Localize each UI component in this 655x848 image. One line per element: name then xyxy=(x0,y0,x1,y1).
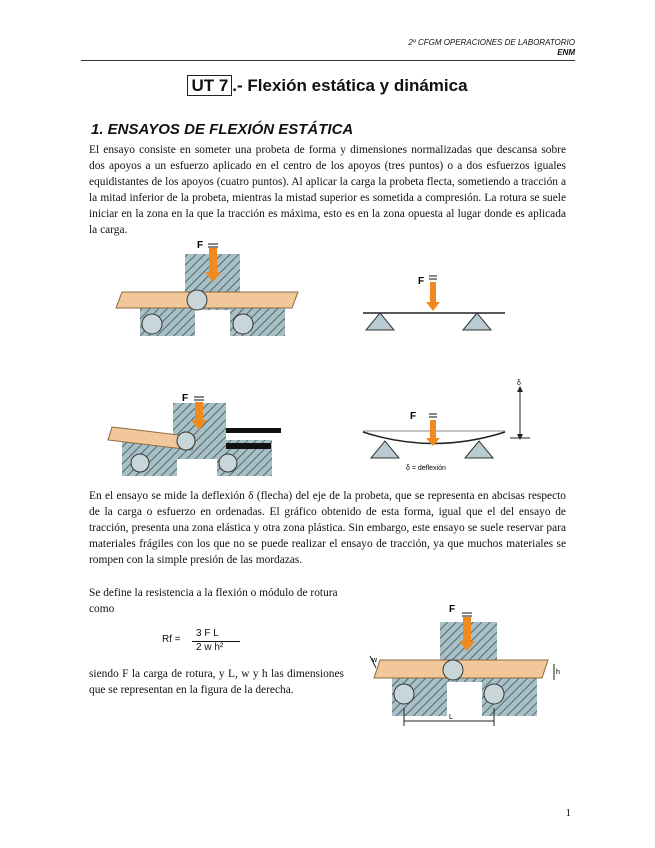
left-roller xyxy=(142,314,162,334)
specimen-right-top xyxy=(226,428,281,433)
specimen-right-bottom xyxy=(226,443,271,449)
load-roller xyxy=(443,660,463,680)
formula-denominator: 2 w h² xyxy=(196,642,224,653)
formula-lhs: Rf = xyxy=(162,634,181,645)
right-support-triangle xyxy=(465,441,493,458)
right-roller xyxy=(219,454,237,472)
left-support-triangle xyxy=(371,441,399,458)
left-support-triangle xyxy=(366,313,394,330)
title-text: .- Flexión estática y dinámica xyxy=(232,76,468,95)
bent-specimen-apparatus-figure xyxy=(108,393,281,476)
load-roller xyxy=(187,290,207,310)
right-roller xyxy=(233,314,253,334)
force-label: F xyxy=(197,240,204,251)
force-arrow xyxy=(426,414,440,446)
force-arrow xyxy=(426,276,440,311)
left-roller xyxy=(131,454,149,472)
simple-beam-figure xyxy=(363,276,505,330)
deflection-symbol: δ xyxy=(517,380,521,387)
height-label: h xyxy=(556,669,560,676)
variables-paragraph: siendo F la carga de rotura, y L, w y h las dimensiones que se representan en la figura de la derecha. xyxy=(89,668,344,696)
definition-paragraph: Se define la resistencia a la flexión o módulo de rotura como xyxy=(89,587,338,615)
intro-paragraph: El ensayo consiste en someter una probeta de forma y dimensiones normalizadas que descansa sobre dos apoyos a un esfuerzo aplicado en el centro de los apoyos (tres puntos) o a dos esfuerzos iguales equidistantes de los apoyos (cuatro puntos). Al aplicar la carga la probeta flecta, sometiendo a tracción a la mitad inferior de la probeta, mientras la mistad superior es sometida a compresión. La rotura se suele iniciar en la zona en la que la tracción es máxima, esto es en la zona opuesta al lugar donde es aplicada la carga. xyxy=(89,144,566,236)
formula-numerator: 3 F L xyxy=(196,628,219,639)
unit-number: UT 7 xyxy=(187,75,232,96)
force-label: F xyxy=(418,276,425,287)
force-label: F xyxy=(182,393,189,404)
section-heading: 1. ENSAYOS DE FLEXIÓN ESTÁTICA xyxy=(91,121,354,138)
right-support-triangle xyxy=(463,313,491,330)
deflection-caption: δ = deflexión xyxy=(406,465,446,472)
dimensioned-specimen-figure xyxy=(370,604,560,726)
width-label: w xyxy=(372,657,378,664)
length-label: L xyxy=(449,714,453,721)
force-label: F xyxy=(449,604,456,615)
deflection-schematic-figure xyxy=(363,380,530,472)
header-code: ENM xyxy=(557,48,575,57)
left-roller xyxy=(394,684,414,704)
deflection-paragraph: En el ensayo se mide la deflexión δ (flecha) del eje de la probeta, que se representa en abcisas respecto de la carga o esfuerzo en ordenadas. El gráfico obtenido de esta forma, igual que el del ensayo de tracción, presenta una zona elástica y otra zona plástica. Sin embargo, este ensayo se suele reservar para materiales frágiles con los que no se puede realizar el ensayo de tracción, ya que muchos materiales se rompen con la simple presión de las mordazas. xyxy=(89,490,566,566)
header-course: 2º CFGM OPERACIONES DE LABORATORIO xyxy=(408,38,575,47)
three-point-apparatus-figure xyxy=(116,240,298,336)
force-label: F xyxy=(410,411,417,422)
right-roller xyxy=(484,684,504,704)
page-number: 1 xyxy=(565,807,571,819)
load-roller xyxy=(177,432,195,450)
